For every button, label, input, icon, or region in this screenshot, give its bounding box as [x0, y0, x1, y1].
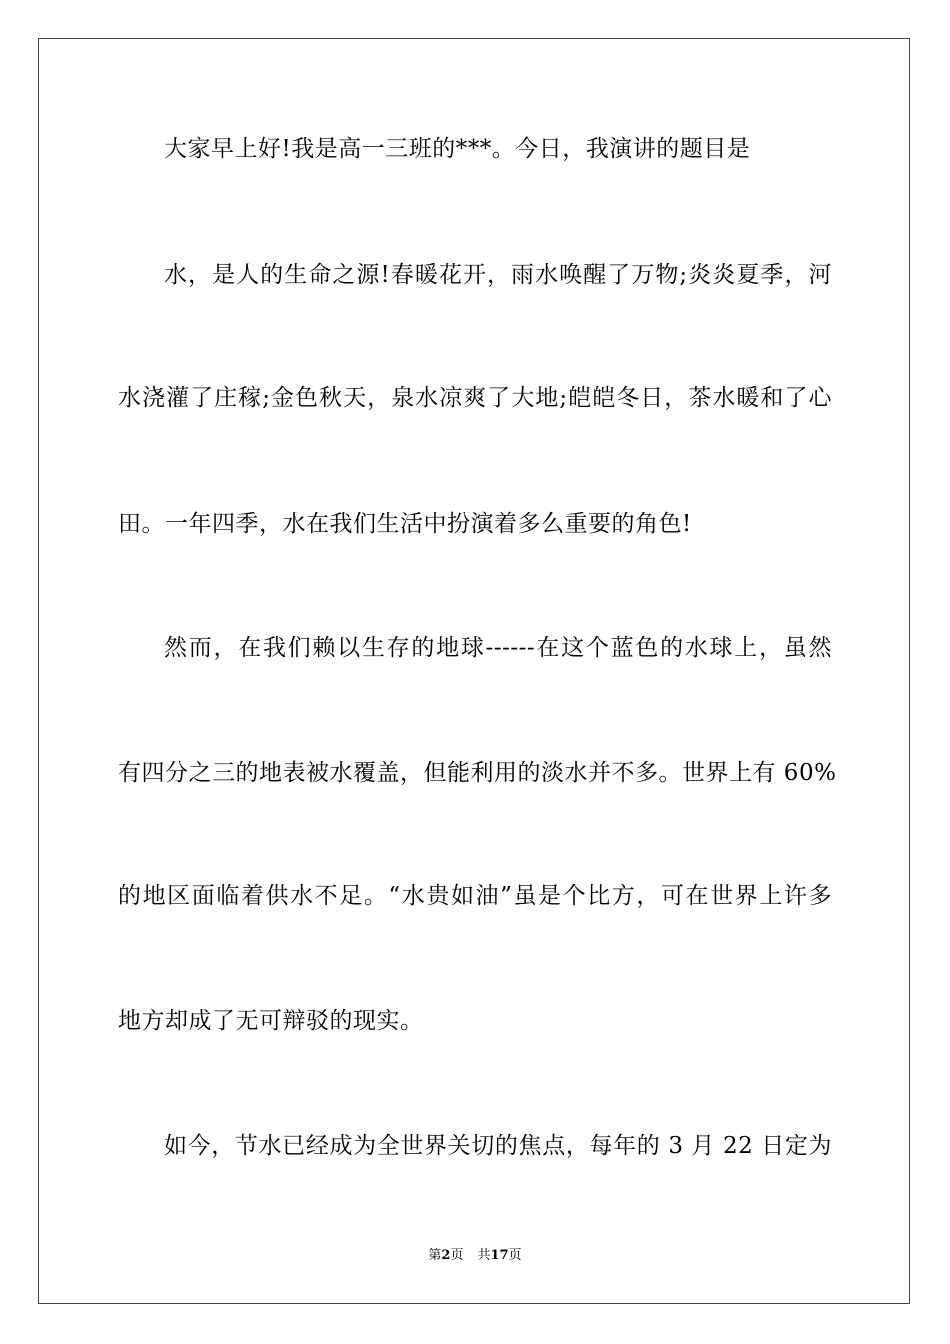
- paragraph-line: 田。一年四季，水在我们生活中扮演着多么重要的角色!: [118, 511, 692, 537]
- page-number: 2: [441, 1248, 451, 1263]
- page-border: [38, 38, 910, 1304]
- paragraph-line: 如今，节水已经成为全世界关切的焦点，每年的 3 月 22 日定为: [164, 1133, 832, 1159]
- page-footer: [0, 1247, 950, 1265]
- paragraph-line: 水浇灌了庄稼;金色秋天，泉水凉爽了大地;皑皑冬日，茶水暖和了心: [118, 385, 832, 411]
- paragraph-line: 水，是人的生命之源!春暖花开，雨水唤醒了万物;炎炎夏季，河: [164, 262, 832, 288]
- total-prefix: 共: [477, 1248, 491, 1263]
- paragraph-line: 然而，在我们赖以生存的地球------在这个蓝色的水球上，虽然: [164, 635, 832, 661]
- total-suffix: 页: [508, 1248, 522, 1263]
- paragraph-line: 地方却成了无可辩驳的现实。: [118, 1008, 424, 1034]
- page-prefix: 第: [428, 1248, 442, 1263]
- total-pages: 17: [490, 1248, 509, 1263]
- paragraph-line: 的地区面临着供水不足。“水贵如油”虽是个比方，可在世界上许多: [118, 883, 832, 909]
- paragraph-line: 大家早上好!我是高一三班的***。今日，我演讲的题目是: [164, 136, 751, 162]
- paragraph-line: 有四分之三的地表被水覆盖，但能利用的淡水并不多。世界上有 60%: [118, 760, 837, 786]
- page-suffix: 页: [450, 1248, 464, 1263]
